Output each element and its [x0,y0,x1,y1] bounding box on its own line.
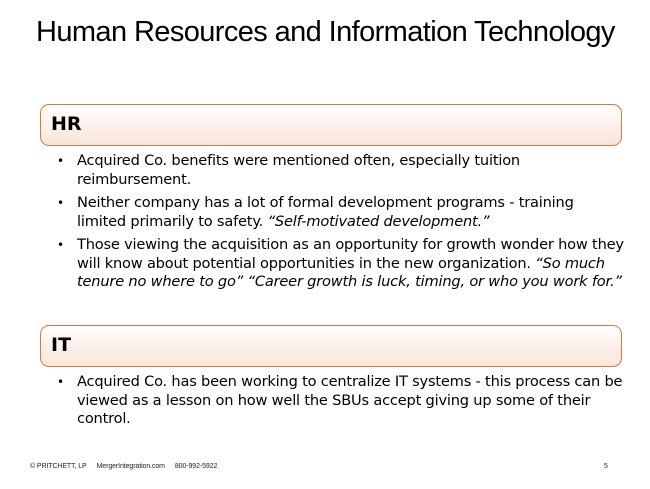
bullet-text: Acquired Co. benefits were mentioned often, especially tuition reimbursement. [77,152,520,188]
hr-bullet-list [52,152,627,297]
bullet-icon: • [57,154,64,168]
bullet-icon: • [57,196,64,210]
footer-phone: 800-992-5922 [174,463,218,470]
section-label-it: IT [51,334,72,356]
list-item [52,236,627,292]
section-header-it [40,325,622,367]
list-item [52,194,627,231]
bullet-icon: • [57,238,64,252]
footer [30,463,227,470]
section-header-hr [40,104,622,146]
it-bullet-list [52,373,627,434]
bullet-quote: “So much tenure no where to go” “Career growth is luck, timing, or who you work for.” [77,254,622,290]
slide-title: Human Resources and Information Technology [36,16,615,48]
list-item [52,152,627,189]
bullet-icon: • [57,375,64,389]
footer-copyright: © PRITCHETT, LP [30,463,87,470]
section-label-hr: HR [51,113,82,135]
bullet-quote: “Self-motivated development.” [267,212,490,230]
list-item [52,373,627,429]
footer-website: MergerIntegration.com [96,463,165,470]
page-number: 5 [604,463,608,470]
bullet-text: Neither company has a lot of formal development programs - training limited primarily to safety. [77,194,574,230]
bullet-text: Acquired Co. has been working to centralize IT systems - this process can be viewed as a lesson on how well the SBUs accept giving up some of their control. [77,373,623,427]
bullet-text: Those viewing the acquisition as an opportunity for growth wonder how they will know about potential opportunities in the new organization. [77,236,624,272]
